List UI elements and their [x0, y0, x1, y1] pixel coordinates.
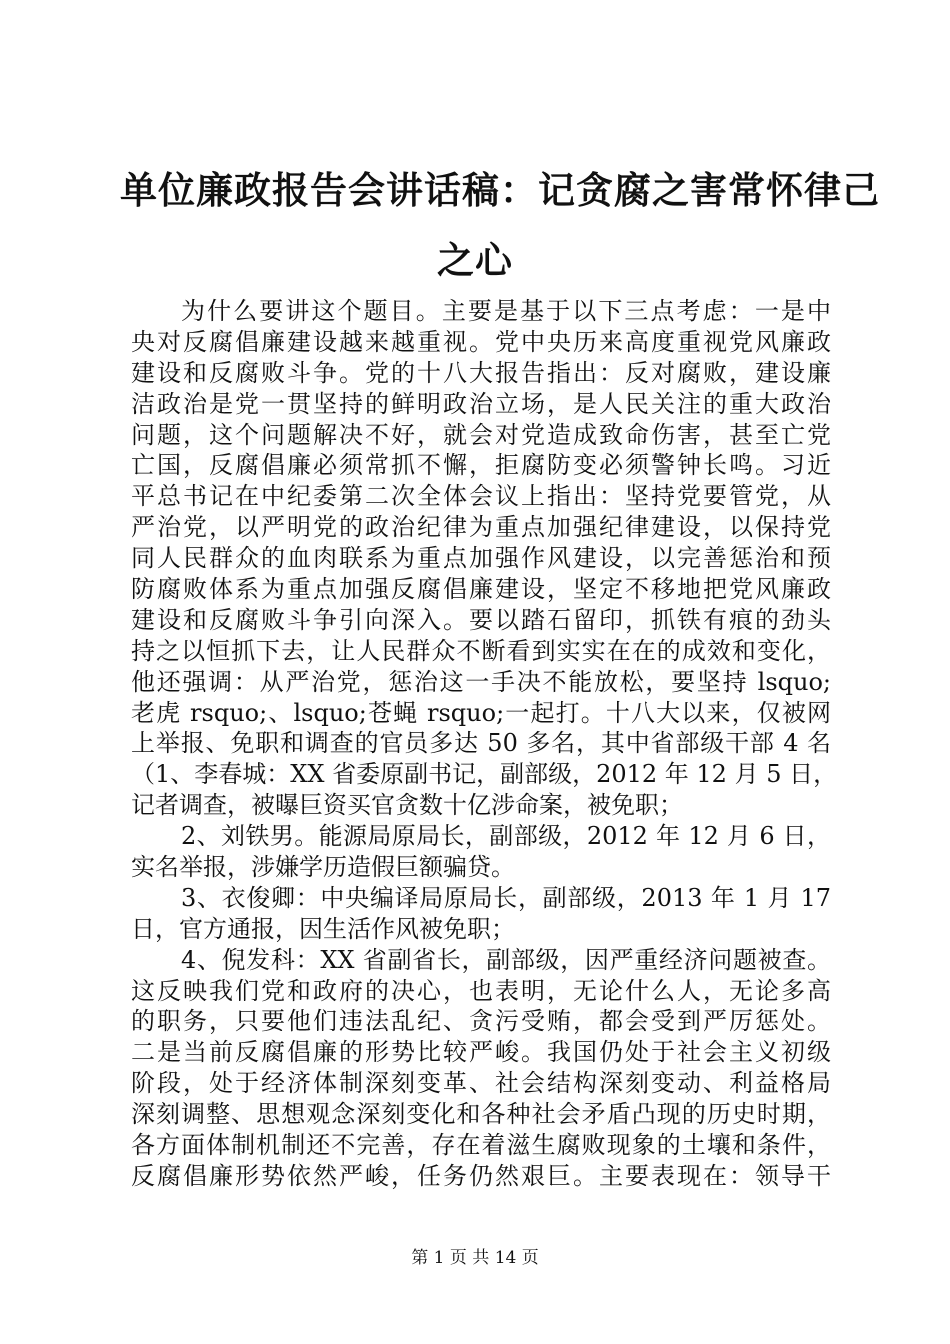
body-line: 为什么要讲这个题目。主要是基于以下三点考虑：一是中 [181, 297, 831, 325]
body-line: 建设和反腐败斗争引向深入。要以踏石留印，抓铁有痕的劲头 [131, 605, 831, 634]
page-footer: 第 1 页 共 14 页 [411, 1248, 539, 1268]
body-line: 深刻调整、思想观念深刻变化和各种社会矛盾凸现的历史时期， [131, 1100, 831, 1129]
body-line: 的职务，只要他们违法乱纪、贪污受贿，都会受到严厉惩处。 [131, 1007, 831, 1036]
body-line: （1、李春城：XX 省委原副书记，副部级，2012 年 12 月 5 日， [131, 760, 838, 789]
body-line: 记者调查，被曝巨资买官贪数十亿涉命案，被免职； [131, 791, 683, 820]
body-line: 二是当前反腐倡廉的形势比较严峻。我国仍处于社会主义初级 [131, 1038, 831, 1067]
body-line: 防腐败体系为重点加强反腐倡廉建设，坚定不移地把党风廉政 [131, 575, 831, 604]
body-line: 平总书记在中纪委第二次全体会议上指出：坚持党要管党，从 [131, 482, 831, 511]
body-line: 各方面体制机制还不完善，存在着滋生腐败现象的土壤和条件， [131, 1131, 831, 1160]
document-title-line-1: 单位廉政报告会讲话稿：记贪腐之害常怀律己 [120, 168, 880, 212]
body-line: 亡国，反腐倡廉必须常抓不懈，拒腐防变必须警钟长鸣。习近 [131, 451, 831, 480]
body-line: 2、刘铁男。能源局原局长，副部级，2012 年 12 月 6 日， [181, 822, 831, 851]
body-line: 这反映我们党和政府的决心，也表明，无论什么人，无论多高 [131, 976, 831, 1005]
body-line: 持之以恒抓下去，让人民群众不断看到实实在在的成效和变化， [131, 636, 831, 665]
body-line: 日，官方通报，因生活作风被免职； [131, 914, 515, 943]
body-line: 洁政治是党一贯坚持的鲜明政治立场，是人民关注的重大政治 [131, 389, 831, 418]
body-line: 他还强调：从严治党，惩治这一手决不能放松，要坚持 lsquo; [131, 667, 831, 696]
document-body [131, 296, 838, 1192]
document-title-line-2: 之心 [437, 238, 513, 282]
body-line: 阶段，处于经济体制深刻变革、社会结构深刻变动、利益格局 [131, 1069, 831, 1098]
body-line: 建设和反腐败斗争。党的十八大报告指出：反对腐败，建设廉 [131, 358, 831, 387]
body-line: 实名举报，涉嫌学历造假巨额骗贷。 [131, 853, 515, 882]
body-line: 上举报、免职和调查的官员多达 50 多名，其中省部级干部 4 名 [131, 729, 831, 758]
body-line: 4、倪发科：XX 省副省长，副部级，因严重经济问题被查。 [181, 945, 831, 974]
body-line: 严治党，以严明党的政治纪律为重点加强纪律建设，以保持党 [131, 513, 831, 542]
body-line: 同人民群众的血肉联系为重点加强作风建设，以完善惩治和预 [131, 544, 831, 573]
body-line: 老虎 rsquo;、lsquo;苍蝇 rsquo;一起打。十八大以来，仅被网 [131, 698, 831, 727]
body-line: 问题，这个问题解决不好，就会对党造成致命伤害，甚至亡党 [131, 420, 831, 449]
body-line: 反腐倡廉形势依然严峻，任务仍然艰巨。主要表现在：领导干 [131, 1161, 831, 1190]
body-line: 央对反腐倡廉建设越来越重视。党中央历来高度重视党风廉政 [131, 327, 831, 356]
body-line: 3、衣俊卿：中央编译局原局长，副部级，2013 年 1 月 17 [181, 883, 831, 912]
